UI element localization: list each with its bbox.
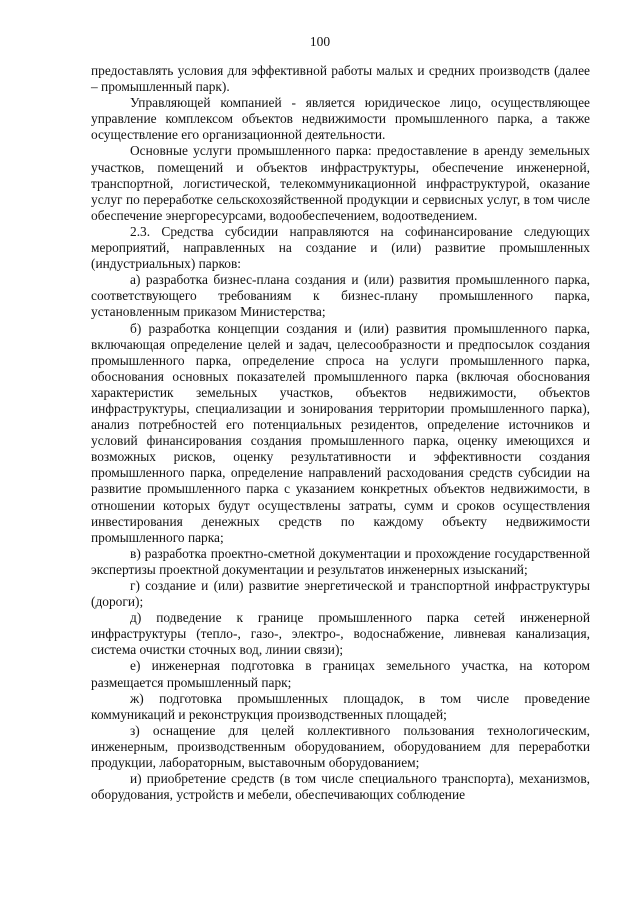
list-item-e: е) инженерная подготовка в границах земельного участка, на котором размещается промышленный парк; <box>91 658 590 690</box>
paragraph-main-services: Основные услуги промышленного парка: предоставление в аренду земельных участков, помещений и объектов инфраструктуры, обеспечение инженерной, транспортной, логистической, телекоммуникационной инфраструктурой, оказание услуг по переработке сельскохозяйственной продукции и сервисных услуг, в том числе обеспечение энергоресурсами, водообеспечением, водоотведением. <box>91 143 590 223</box>
list-item-v: в) разработка проектно-сметной документации и прохождение государственной экспертизы проектной документации и результатов инженерных изысканий; <box>91 545 590 577</box>
paragraph-intro-continuation: предоставлять условия для эффективной работы малых и средних производств (далее – промышленный парк). <box>91 63 590 95</box>
list-item-d: д) подведение к границе промышленного парка сетей инженерной инфраструктуры (тепло-, газо-, электро-, водоснабжение, ливневая канализация, система очистки сточных вод, линии связи); <box>91 610 590 658</box>
list-item-i: и) приобретение средств (в том числе специального транспорта), механизмов, оборудования, устройств и мебели, обеспечивающих соблюдение <box>91 771 590 803</box>
page-number: 100 <box>309 34 331 49</box>
document-body <box>91 63 590 803</box>
list-item-a: а) разработка бизнес-плана создания и (или) развития промышленного парка, соответствующего требованиям к бизнес-плану промышленного парка, установленным приказом Министерства; <box>91 272 590 320</box>
list-item-zh: ж) подготовка промышленных площадок, в том числе проведение коммуникаций и реконструкция производственных площадей; <box>91 690 590 722</box>
paragraph-management-company: Управляющей компанией - является юридическое лицо, осуществляющее управление комплексом объектов недвижимости промышленного парка, а также осуществление его организационной деятельности. <box>91 95 590 143</box>
list-item-b: б) разработка концепции создания и (или) развития промышленного парка, включающая определение целей и задач, целесообразности и предпосылок создания промышленного парка, определение спроса на услуги промышленного парка, обоснования основных показателей промышленного парка (включая обоснования характеристик земельных участков, объектов недвижимости, объектов инфраструктуры, специализации и зонирования территории промышленного парка), анализ потребностей его потенциальных резидентов, определение источников и условий финансирования создания промышленного парка, оценку имеющихся и возможных рисков, оценку результативности и эффективности создания промышленного парка, определение направлений расходования средств субсидии на развитие промышленного парка с указанием конкретных объектов недвижимости, в отношении которых будут осуществлены затраты, сумм и сроков осуществления инвестирования денежных средств по каждому объекту недвижимости промышленного парка; <box>91 320 590 545</box>
list-item-z: з) оснащение для целей коллективного пользования технологическим, инженерным, производственным оборудованием, оборудованием для переработки продукции, лабораторным, выставочным оборудованием; <box>91 722 590 771</box>
paragraph-section-2-3: 2.3. Средства субсидии направляются на софинансирование следующих мероприятий, направленных на создание и (или) развитие промышленных (индустриальных) парков: <box>91 223 590 272</box>
list-item-g: г) создание и (или) развитие энергетической и транспортной инфраструктуры (дороги); <box>91 578 590 610</box>
